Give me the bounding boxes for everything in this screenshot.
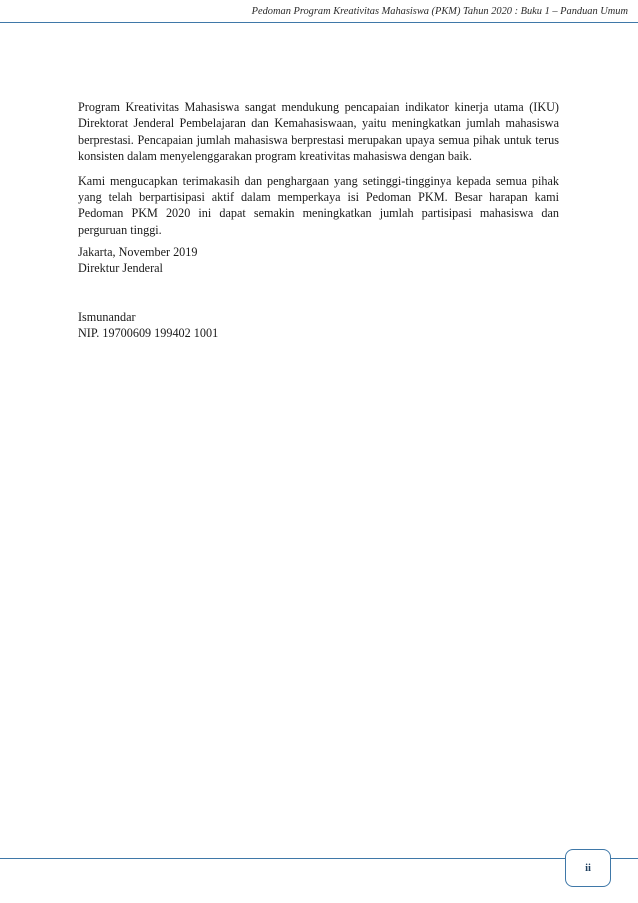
document-body: [78, 99, 559, 246]
page-number: ii: [585, 862, 591, 874]
header-divider: [0, 22, 638, 23]
signature-place-block: [78, 244, 197, 277]
signature-name: Ismunandar: [78, 310, 136, 324]
signature-position: Direktur Jenderal: [78, 261, 163, 276]
signature-nip: NIP. 19700609 199402 1001: [78, 326, 219, 341]
signature-place-date: Jakarta, November 2019: [78, 245, 198, 259]
signature-name-block: [78, 309, 218, 342]
body-paragraph-2: Kami mengucapkan terimakasih dan penghargaan yang setinggi-tingginya kepada semua pihak yang telah berpartisipasi aktif dalam memperkaya isi Pedoman PKM. Besar harapan kami Pedoman PKM 2020 ini dapat semakin meningkatkan jumlah partisipasi mahasiswa dan perguruan tinggi.: [78, 173, 559, 237]
running-header: Pedoman Program Kreativitas Mahasiswa (PKM) Tahun 2020 : Buku 1 – Panduan Umum: [251, 6, 628, 17]
page-number-badge: [565, 849, 611, 887]
body-paragraph-1: Program Kreativitas Mahasiswa sangat mendukung pencapaian indikator kinerja utama (IKU) Direktorat Jenderal Pembelajaran dan Kemahasiswaan, yaitu meningkatkan jumlah mahasiswa berprestasi. Pencapaian jumlah mahasiswa berprestasi merupakan upaya semua pihak untuk terus konsisten dalam menyelenggarakan program kreativitas mahasiswa dengan baik.: [78, 100, 559, 164]
footer-divider: [0, 858, 638, 859]
